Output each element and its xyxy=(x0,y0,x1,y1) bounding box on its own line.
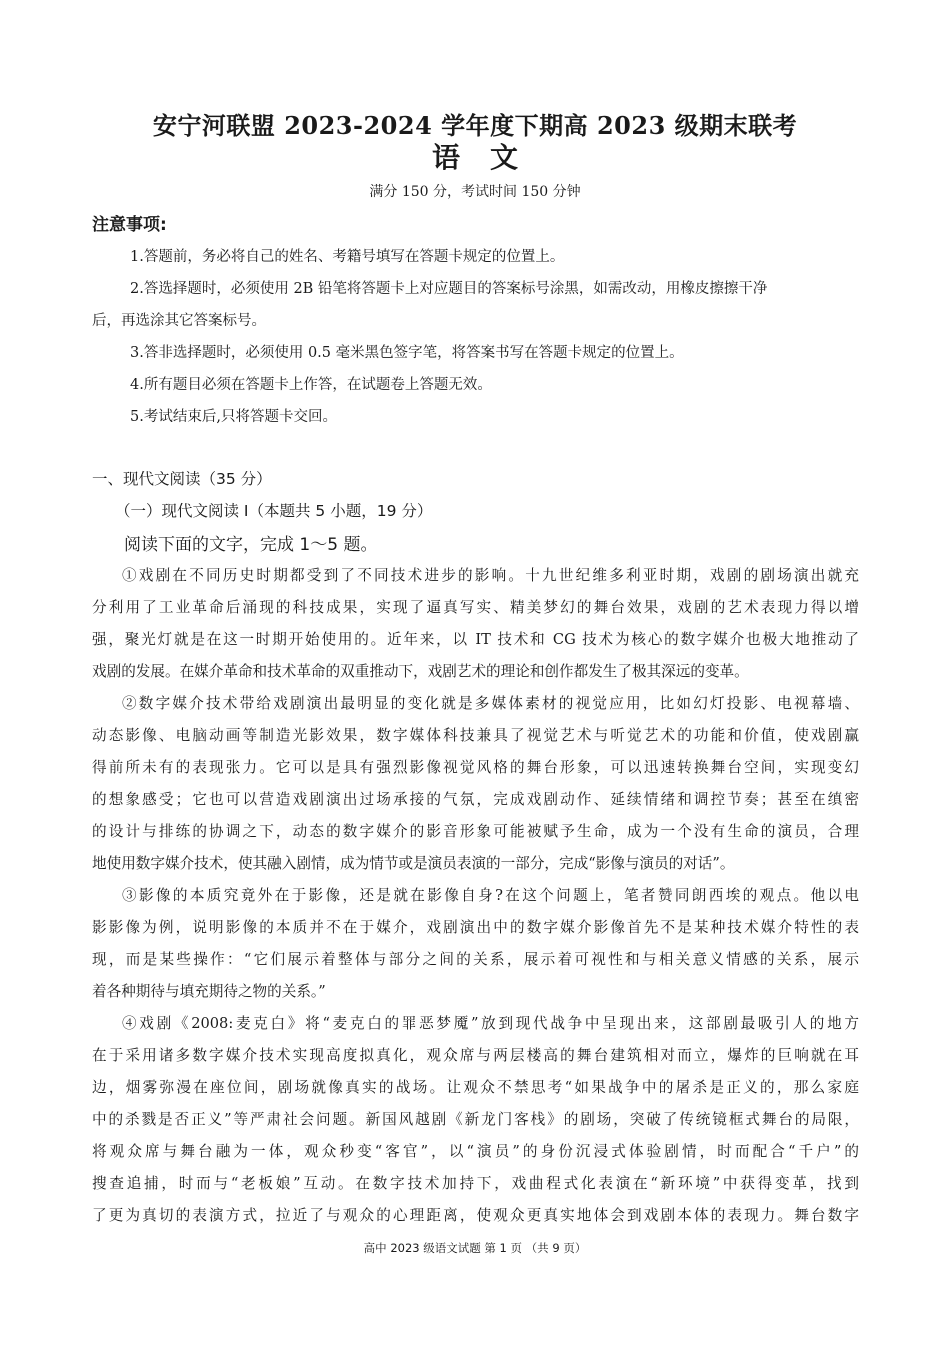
paragraph-line: ②数字媒介技术带给戏剧演出最明显的变化就是多媒体素材的视觉应用，比如幻灯投影、电视幕墙、 xyxy=(122,695,859,712)
paragraph-line: ④戏剧《2008:麦克白》将“麦克白的罪恶梦魇”放到现代战争中呈现出来，这部剧最吸引人的地方 xyxy=(122,1015,859,1032)
paragraph-line: 地使用数字媒介技术，使其融入剧情，成为情节或是演员表演的一部分，完成“影像与演员的对话”。 xyxy=(92,855,735,872)
notice-item: 后，再选涂其它答案标号。 xyxy=(92,313,266,329)
notice-heading: 注意事项: xyxy=(92,215,167,235)
score-info: 满分 150 分，考试时间 150 分钟 xyxy=(369,184,581,200)
paragraph-line: ①戏剧在不同历史时期都受到了不同技术进步的影响。十九世纪维多利亚时期，戏剧的剧场演出就充 xyxy=(122,567,859,584)
paragraph-line: 了更为真切的表演方式，拉近了与观众的心理距离，使观众更真实地体会到戏剧本体的表现力。舞台数字 xyxy=(92,1207,859,1224)
paragraph-line: 搜查追捕，时而与“老板娘”互动。在数字技术加持下，戏曲程式化表演在“新环境”中获得变革，找到 xyxy=(92,1175,859,1192)
section-subtitle: （一）现代文阅读 I（本题共 5 小题，19 分） xyxy=(115,502,433,520)
exam-title: 安宁河联盟 2023-2024 学年度下期高 2023 级期末联考 xyxy=(152,111,798,140)
paragraph-line: 边，烟雾弥漫在座位间，剧场就像真实的战场。让观众不禁思考“如果战争中的屠杀是正义的，那么家庭 xyxy=(92,1079,859,1096)
paragraph-line: 的设计与排练的协调之下，动态的数字媒介的影音形象可能被赋予生命，成为一个没有生命的演员，合理 xyxy=(92,823,859,840)
paragraph-line: ③影像的本质究竟外在于影像，还是就在影像自身?在这个问题上，笔者赞同朗西埃的观点。他以电 xyxy=(122,887,859,904)
notice-item: 1.答题前，务必将自己的姓名、考籍号填写在答题卡规定的位置上。 xyxy=(130,249,565,265)
notice-item: 4.所有题目必须在答题卡上作答，在试题卷上答题无效。 xyxy=(130,377,492,393)
paragraph-line: 着各种期待与填充期待之物的关系。” xyxy=(92,983,326,1000)
paragraph-line: 强，聚光灯就是在这一时期开始使用的。近年来，以 IT 技术和 CG 技术为核心的数字媒介也极大地推动了 xyxy=(92,631,859,648)
paragraph-line: 影影像为例，说明影像的本质并不在于媒介，戏剧演出中的数字媒介影像首先不是某种技术媒介特性的表 xyxy=(92,919,859,936)
paragraph-line: 中的杀戮是否正义”等严肃社会问题。新国风越剧《新龙门客栈》的剧场，突破了传统镜框式舞台的局限， xyxy=(92,1111,859,1128)
paragraph-line: 的想象感受；它也可以营造戏剧演出过场承接的气氛，完成戏剧动作、延续情绪和调控节奏；甚至在缜密 xyxy=(92,791,859,808)
section-title: 一、现代文阅读（35 分） xyxy=(92,470,272,488)
paragraph-line: 得前所未有的表现张力。它可以是具有强烈影像视觉风格的舞台形象，可以迅速转换舞台空间，实现变幻 xyxy=(92,759,859,776)
subject-title: 语文 xyxy=(431,141,548,174)
paragraph-line: 现，而是某些操作：“它们展示着整体与部分之间的关系，展示着可视性和与相关意义情感的关系，展示 xyxy=(92,951,859,968)
notice-item: 2.答选择题时，必须使用 2B 铅笔将答题卡上对应题目的答案标号涂黑，如需改动，用橡皮擦擦干净 xyxy=(130,281,768,297)
notice-item: 5.考试结束后,只将答题卡交回。 xyxy=(130,409,337,425)
paragraph-line: 分利用了工业革命后涌现的科技成果，实现了逼真写实、精美梦幻的舞台效果，戏剧的艺术表现力得以增 xyxy=(92,599,859,616)
page-footer: 高中 2023 级语文试题 第 1 页 （共 9 页） xyxy=(363,1241,587,1255)
paragraph-line: 戏剧的发展。在媒介革命和技术革命的双重推动下，戏剧艺术的理论和创作都发生了极其深远的变革。 xyxy=(92,663,749,680)
notice-item: 3.答非选择题时，必须使用 0.5 毫米黑色签字笔，将答案书写在答题卡规定的位置上。 xyxy=(130,345,684,361)
paragraph-line: 在于采用诸多数字媒介技术实现高度拟真化，观众席与两层楼高的舞台建筑相对而立，爆炸的巨响就在耳 xyxy=(92,1047,859,1064)
paragraph-line: 动态影像、电脑动画等制造光影效果，数字媒体科技兼具了视觉艺术与听觉艺术的功能和价值，使戏剧赢 xyxy=(92,727,859,744)
reading-instruction: 阅读下面的文字，完成 1～5 题。 xyxy=(124,535,378,555)
paragraph-line: 将观众席与舞台融为一体，观众秒变“客官”，以“演员”的身份沉浸式体验剧情，时而配合“千户”的 xyxy=(92,1143,859,1160)
